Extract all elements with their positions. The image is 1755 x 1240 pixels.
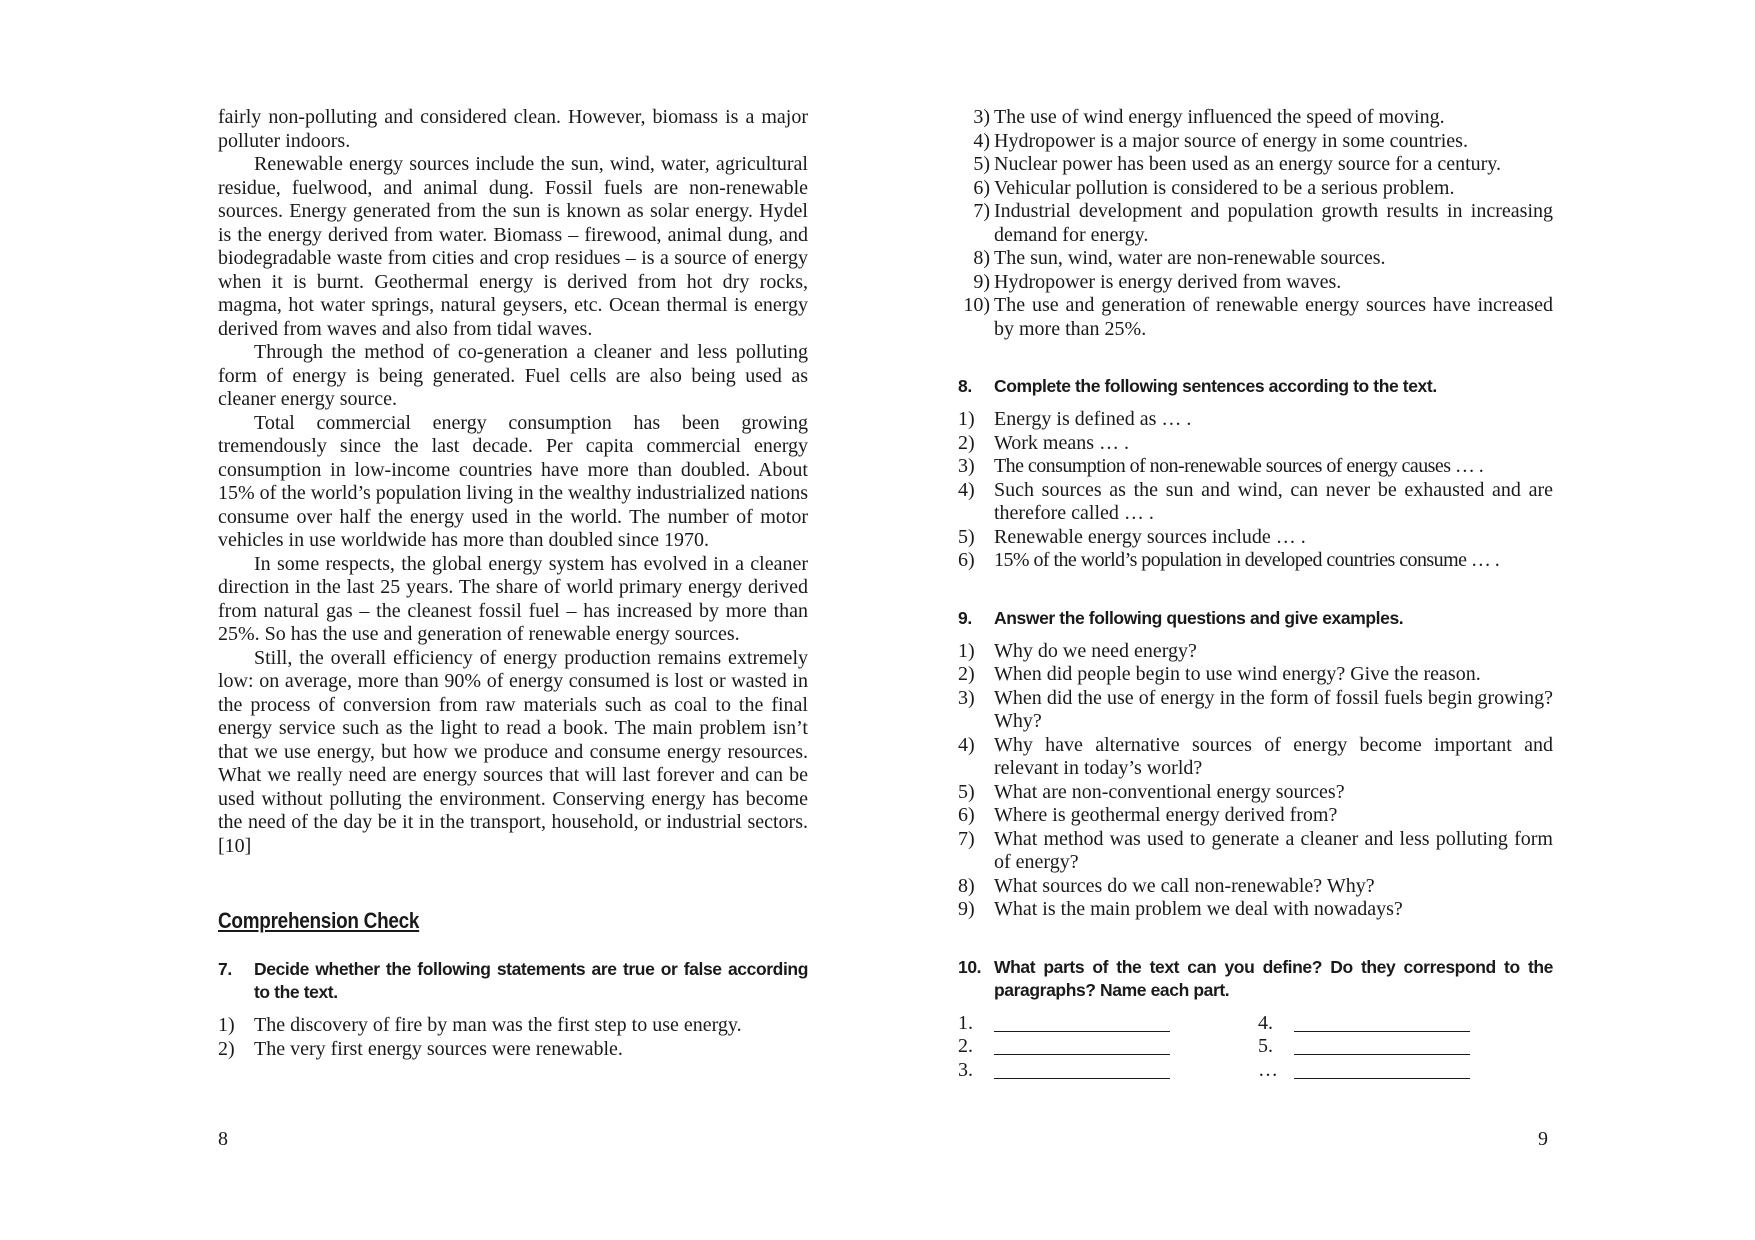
item-text: What sources do we call non-renewable? Why? xyxy=(994,874,1375,897)
item-text: The sun, wind, water are non-renewable sources. xyxy=(994,247,1386,269)
left-page xyxy=(218,106,808,1061)
task-10-answer-blanks xyxy=(958,1012,1553,1083)
task-number: 8. xyxy=(958,376,972,396)
blank-line xyxy=(1294,1037,1470,1055)
list-item xyxy=(958,177,1553,201)
item-text: Why have alternative sources of energy become important and relevant in today’s world? xyxy=(994,733,1553,779)
item-number: 4) xyxy=(958,733,975,756)
item-number: 6) xyxy=(958,804,975,826)
blank-line xyxy=(994,1037,1170,1055)
item-number: 2) xyxy=(958,663,975,685)
answer-blank xyxy=(958,1035,1258,1059)
item-text: Hydropower is a major source of energy in some countries. xyxy=(994,129,1468,152)
list-item xyxy=(958,549,1553,573)
blank-number: 3. xyxy=(958,1058,973,1081)
task-9-questions xyxy=(958,640,1553,922)
item-text: The very first energy sources were renewable. xyxy=(254,1037,623,1060)
paragraph: In some respects, the global energy system has evolved in a cleaner direction in the last 25 years. The share of world primary energy derived from natural gas – the cleanest fossil fuel – has increased by more than 25%. So has the use and generation of renewable energy sources. xyxy=(218,552,808,645)
item-text: Why do we need energy? xyxy=(994,639,1197,662)
blank-number: 1. xyxy=(958,1011,973,1034)
item-number: 7) xyxy=(958,827,975,850)
list-item xyxy=(958,130,1553,154)
paragraph: Still, the overall efficiency of energy production remains extremely low: on average, more than 90% of energy consumed is lost or wasted in the process of conversion from raw materials such as coal to the final energy service such as the light to read a book. The main problem isn’t that we use energy, but how we produce and consume energy resources. What we really need are energy sources that will last forever and can be used without polluting the environment. Conserving energy has become the need of the day be it in the transport, household, or industrial sectors. [10] xyxy=(218,646,808,857)
item-number: 9) xyxy=(958,898,975,920)
item-number: 5) xyxy=(973,153,990,175)
item-text: When did the use of energy in the form of fossil fuels begin growing? Why? xyxy=(994,686,1553,732)
item-number: 1) xyxy=(218,1014,235,1036)
task-9-title xyxy=(958,607,1553,630)
blank-line xyxy=(994,1061,1170,1079)
task-10-title xyxy=(958,956,1553,1002)
item-text: 15% of the world’s population in developed countries consume … . xyxy=(994,549,1500,571)
answer-blank xyxy=(1258,1012,1548,1036)
list-item xyxy=(958,294,1553,341)
item-number: 6) xyxy=(973,176,990,199)
item-text: The consumption of non-renewable sources of energy causes … . xyxy=(994,455,1484,477)
list-item xyxy=(958,106,1553,130)
blank-number: 4. xyxy=(1258,1011,1273,1034)
item-number: 3) xyxy=(973,106,990,128)
task-number: 7. xyxy=(218,959,232,979)
blank-line xyxy=(1294,1014,1470,1032)
list-item xyxy=(958,781,1553,805)
reading-text xyxy=(218,106,808,858)
item-number: 8) xyxy=(958,874,975,897)
blank-number: … xyxy=(1258,1058,1278,1081)
item-text: Nuclear power has been used as an energy source for a century. xyxy=(994,153,1502,175)
page-number-left: 8 xyxy=(218,1128,228,1150)
task-instruction: Answer the following questions and give examples. xyxy=(994,607,1404,628)
item-number: 4) xyxy=(958,478,975,501)
item-number: 10) xyxy=(963,294,990,316)
list-item xyxy=(958,432,1553,456)
item-text: Hydropower is energy derived from waves. xyxy=(994,270,1342,293)
task-7-statements-continued xyxy=(958,106,1553,341)
item-text: Industrial development and population growth results in increasing demand for energy. xyxy=(994,200,1553,246)
blank-number: 5. xyxy=(1258,1035,1273,1057)
item-number: 3) xyxy=(958,455,975,477)
item-number: 9) xyxy=(973,270,990,293)
item-text: What method was used to generate a cleaner and less polluting form of energy? xyxy=(994,827,1553,873)
task-instruction: Complete the following sentences according to the text. xyxy=(994,376,1437,396)
item-text: When did people begin to use wind energy? Give the reason. xyxy=(994,663,1481,685)
task-number: 10. xyxy=(958,956,982,977)
list-item xyxy=(958,875,1553,899)
list-item xyxy=(958,640,1553,664)
item-number: 1) xyxy=(958,639,975,662)
item-text: Where is geothermal energy derived from? xyxy=(994,804,1338,826)
item-number: 4) xyxy=(973,129,990,152)
item-number: 2) xyxy=(218,1037,235,1060)
task-instruction: Decide whether the following statements are true or false according to the text. xyxy=(254,959,808,1002)
list-item xyxy=(958,479,1553,526)
item-number: 8) xyxy=(973,247,990,269)
section-heading: Comprehension Check xyxy=(218,908,420,933)
item-number: 1) xyxy=(958,408,975,430)
list-item xyxy=(958,804,1553,828)
item-text: The discovery of fire by man was the first step to use energy. xyxy=(254,1014,742,1036)
task-8-title xyxy=(958,375,1553,398)
list-item xyxy=(958,455,1553,479)
list-item xyxy=(958,271,1553,295)
page-number-right: 9 xyxy=(1538,1128,1548,1150)
item-text: Energy is defined as … . xyxy=(994,408,1192,430)
list-item xyxy=(958,153,1553,177)
item-text: Work means … . xyxy=(994,431,1130,454)
task-7-statements xyxy=(218,1014,808,1061)
list-item xyxy=(958,734,1553,781)
list-item xyxy=(218,1038,808,1062)
item-text: The use and generation of renewable energy sources have increased by more than 25%. xyxy=(994,294,1553,340)
item-number: 3) xyxy=(958,686,975,709)
list-item xyxy=(958,898,1553,922)
paragraph: Total commercial energy consumption has been growing tremendously since the last decade. Per capita commercial energy consumption in low-income countries have more than doubled. About 15% of the world’s population living in the wealthy industrialized nations consume over half the energy used in the world. The number of motor vehicles in use worldwide has more than doubled since 1970. xyxy=(218,411,808,551)
right-page xyxy=(958,106,1553,1082)
task-7-title xyxy=(218,958,808,1004)
answer-blank xyxy=(1258,1059,1548,1083)
list-item xyxy=(958,247,1553,271)
list-item xyxy=(958,687,1553,734)
list-item xyxy=(218,1014,808,1038)
task-number: 9. xyxy=(958,607,972,628)
answer-blank xyxy=(958,1059,1258,1083)
item-text: What is the main problem we deal with nowadays? xyxy=(994,898,1403,920)
list-item xyxy=(958,663,1553,687)
item-number: 2) xyxy=(958,431,975,454)
item-number: 6) xyxy=(958,549,975,571)
paragraph: fairly non-polluting and considered clean. However, biomass is a major polluter indoors. xyxy=(218,106,808,152)
item-number: 5) xyxy=(958,780,975,803)
list-item xyxy=(958,828,1553,875)
item-text: Such sources as the sun and wind, can never be exhausted and are therefore called … . xyxy=(994,478,1553,524)
item-text: The use of wind energy influenced the speed of moving. xyxy=(994,106,1445,128)
item-number: 7) xyxy=(973,200,990,222)
list-item xyxy=(958,200,1553,247)
answer-blank xyxy=(1258,1035,1548,1059)
item-text: Renewable energy sources include … . xyxy=(994,525,1306,548)
task-instruction: What parts of the text can you define? Do they correspond to the paragraphs? Name each part. xyxy=(994,956,1553,1000)
blank-line xyxy=(994,1014,1170,1032)
paragraph: Through the method of co-generation a cleaner and less polluting form of energy is being generated. Fuel cells are also being used as cleaner energy source. xyxy=(218,341,808,410)
blank-number: 2. xyxy=(958,1035,973,1057)
list-item xyxy=(958,526,1553,550)
item-text: What are non-conventional energy sources? xyxy=(994,780,1345,803)
item-number: 5) xyxy=(958,525,975,548)
paragraph: Renewable energy sources include the sun, wind, water, agricultural residue, fuelwood, and animal dung. Fossil fuels are non-renewable sources. Energy generated from the sun is known as solar energy. Hydel is the energy derived from water. Biomass – firewood, animal dung, and biodegradable waste from cities and crop residues – is a source of energy when it is burnt. Geothermal energy is derived from hot dry rocks, magma, hot water springs, natural geysers, etc. Ocean thermal is energy derived from waves and also from tidal waves. xyxy=(218,153,808,340)
item-text: Vehicular pollution is considered to be a serious problem. xyxy=(994,176,1455,199)
task-8-sentences xyxy=(958,408,1553,573)
list-item xyxy=(958,408,1553,432)
blank-line xyxy=(1294,1061,1470,1079)
answer-blank xyxy=(958,1012,1258,1036)
